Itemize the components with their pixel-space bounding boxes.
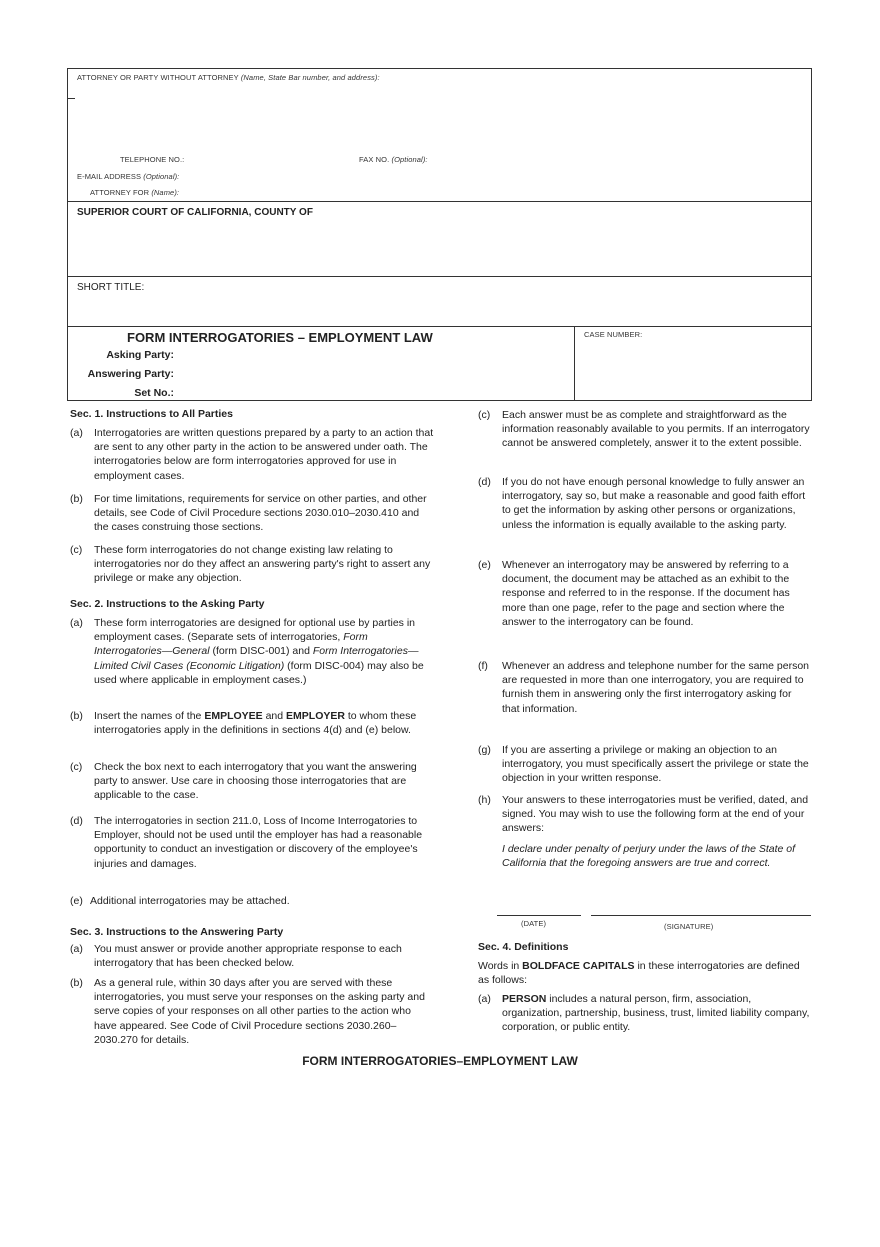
date-line bbox=[497, 915, 581, 916]
court-label: SUPERIOR COURT OF CALIFORNIA, COUNTY OF bbox=[77, 207, 313, 218]
sec2-item-b: (b) Insert the names of the EMPLOYEE and EMPLOYER to whom these interrogatories apply in the definitions in sections 4(d) and (e) below. bbox=[70, 710, 417, 737]
sec3-item-h: (h) Your answers to these interrogatories must be verified, dated, and signed. You may wish to use the following form at the end of your answers: bbox=[478, 794, 809, 835]
set-no-label: Set No.: bbox=[134, 387, 174, 399]
case-number-label: CASE NUMBER: bbox=[584, 330, 643, 339]
sec3-item-f: (f) Whenever an address and telephone number for the same person are requested in more than one interrogatory, you are required to furnish them in answering only the first interrogatory asking for that information. bbox=[478, 660, 810, 715]
footer-title: FORM INTERROGATORIES–EMPLOYMENT LAW bbox=[302, 1054, 578, 1068]
sec1-item-c: (c) These form interrogatories do not change existing law relating to interrogatories nor do they affect an answering party's right to assert any privilege or make any objection. bbox=[70, 544, 431, 585]
sec2-title: Sec. 2. Instructions to the Asking Party bbox=[70, 598, 265, 610]
signature-label: (SIGNATURE) bbox=[664, 922, 714, 931]
telephone-label: TELEPHONE NO.: bbox=[120, 155, 185, 164]
sec3-item-d: (d) If you do not have enough personal knowledge to fully answer an interrogatory, say so, but make a reasonable and good faith effort to get the information by asking other persons or organizations, unless the information is equally available to the asking party. bbox=[478, 476, 806, 531]
sec1-title: Sec. 1. Instructions to All Parties bbox=[70, 408, 233, 420]
short-title-label: SHORT TITLE: bbox=[77, 282, 145, 293]
sec2-item-a: (a) These form interrogatories are designed for optional use by parties in employment cases. (Separate sets of interrogatories, Form Interrogatories—General (form DISC-001) and Form Interrogatories—Limited Civil Cases (Economic Litigation) (form DISC-004) may also be used where applicable in employment cases.) bbox=[70, 617, 424, 686]
date-label: (DATE) bbox=[521, 919, 547, 928]
email-label: E-MAIL ADDRESS (Optional): bbox=[77, 172, 180, 181]
answering-party-label: Answering Party: bbox=[87, 368, 174, 380]
signature-line bbox=[591, 915, 811, 916]
sec4-item-a: (a) PERSON includes a natural person, firm, association, organization, partnership, business, trust, limited liability company, corporation, or public entity. bbox=[478, 993, 810, 1034]
fax-label: FAX NO. (Optional): bbox=[359, 155, 428, 164]
sec2-item-e: (e) Additional interrogatories may be attached. bbox=[70, 895, 290, 907]
asking-party-label: Asking Party: bbox=[106, 349, 174, 361]
sec3-item-c: (c) Each answer must be as complete and straightforward as the information reasonably available to you permits. If an interrogatory cannot be answered completely, answer it to the extent possible. bbox=[478, 409, 810, 450]
sec3-item-b: (b) As a general rule, within 30 days after you are served with these interrogatories, you must serve your responses on the asking party and serve copies of your responses on all other parties to the action who have appeared. See Code of Civil Procedure sections 2030.260–2030.270 for details. bbox=[70, 977, 425, 1046]
form-title: FORM INTERROGATORIES – EMPLOYMENT LAW bbox=[127, 330, 433, 345]
sec1-item-b: (b) For time limitations, requirements for service on other parties, and other details, see Code of Civil Procedure sections 2030.010–2030.410 and the cases construing those sections. bbox=[70, 493, 427, 534]
sec2-item-d: (d) The interrogatories in section 211.0, Loss of Income Interrogatories to Employer, should not be used until the employer has had a reasonable opportunity to conduct an investigation or discovery of the employee's injuries and damages. bbox=[70, 815, 423, 870]
sec4-title: Sec. 4. Definitions bbox=[478, 941, 569, 953]
sec3-item-g: (g) If you are asserting a privilege or making an objection to an interrogatory, you must specifically assert the privilege or state the objection in your written response. bbox=[478, 744, 809, 785]
attorney-for-label: ATTORNEY FOR (Name): bbox=[90, 188, 180, 197]
verification-declaration: I declare under penalty of perjury under the laws of the State of California that the foregoing answers are true and correct. bbox=[502, 843, 796, 870]
sec3-item-a: (a) You must answer or provide another appropriate response to each interrogatory that has been checked below. bbox=[70, 943, 402, 970]
sec1-item-a: (a) Interrogatories are written questions prepared by a party to an action that are sent to any other party in the action to be answered under oath. The interrogatories below are form interrogatories approved for use in employment cases. bbox=[70, 427, 434, 482]
sec3-item-e: (e) Whenever an interrogatory may be answered by referring to a document, the document may be attached as an exhibit to the response and referred to in the response. If the document has more than one page, refer to the page and section where the answer to the interrogatory can be found. bbox=[478, 559, 790, 628]
sec4-intro: Words in BOLDFACE CAPITALS in these interrogatories are defined as follows: bbox=[478, 960, 800, 987]
attorney-label: ATTORNEY OR PARTY WITHOUT ATTORNEY (Name, State Bar number, and address): bbox=[77, 73, 380, 82]
sec3-title: Sec. 3. Instructions to the Answering Party bbox=[70, 926, 284, 938]
sec2-item-c: (c) Check the box next to each interrogatory that you want the answering party to answer. Use care in choosing those interrogatories that are applicable to the case. bbox=[70, 761, 417, 802]
